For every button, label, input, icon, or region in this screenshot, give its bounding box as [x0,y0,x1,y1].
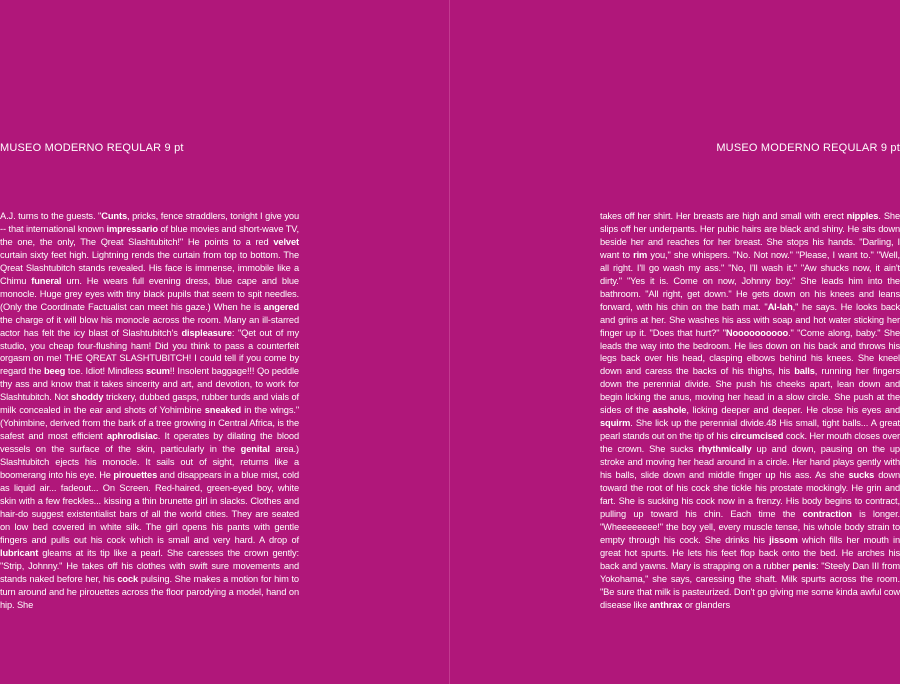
emphasized-word: angered [263,301,299,312]
body-text: you," she whispers. "No. Not now." "Please, I want to." "Well, all right. I'll go wash my ass." "No, I'll wash it." "Aw shucks now, it ain't dirty." "Yes it is. Come on now, Johnny boy." She leads him into the bathroom. "All right, get down." He gets down on his knees and leans forward, with his chin on the bath mat. " [600,249,900,312]
emphasized-word: genital [240,444,270,455]
body-text: and disappears in a blue mist, cold as liquid air... fadeout... On Screen. Red-haired, green-eyed boy, white skin with a few freckles... kissing a thin brunette girl in slacks. Clothes and hair-do suggest existentialist bars of all the world cities. They are seated on low bed covered in white silk. The girl opens his pants with gentle fingers and pulls out his cock which is small and very hard. A drop of [0,470,299,545]
emphasized-word: aphrodisiac [106,431,158,442]
emphasized-word: circumcised [730,431,784,442]
body-text: which fills her mouth in great hot spurts. He lets his feet flop back onto the bed. He arches his back and yawns. Mary is strapping on a rubber [600,534,900,571]
emphasized-word: asshole [652,405,687,416]
body-text: ," he says. He looks back and grins at her. She washes his ass with soap and hot water sticking her finger up it. "Does that hurt?" " [600,301,900,338]
left-page-heading: MUSEO MODERNO REQULAR 9 pt [0,142,184,154]
body-text: urn. He wears full evening dress, blue cape and blue monocle. Huge grey eyes with tiny black pupils that seem to spit needles. (Only the Coordinate Factualist can meet his gaze.) When he is [0,275,299,312]
body-text: curtain sixty feet high. Lightning rends the curtain from top to bottom. The Qreat Slashtubitch stands revealed. His face is immense, immobile like a Chimu [0,249,299,286]
body-text: of blue movies and short-wave TV, the one, the only, The Qreat Slashtubitch!" He points to a red [0,223,299,247]
body-text: , running her fingers down the perennial divide. She push his cheeks apart, lean down and begin licking the anus, moving her head in a slow circle. She push at the sides of the [600,366,900,416]
emphasized-word: impressario [106,223,158,234]
body-text: A.J. turns to the guests. " [0,211,102,221]
body-text: pulsing. She makes a motion for him to turn around and he pirouettes across the floor parodying a model, hand on hip. She [0,573,299,610]
left-page-body [0,210,299,612]
emphasized-word: displeasure [181,327,232,338]
body-text: , pricks, fence straddlers, tonight I give you -- that international known [0,211,299,234]
body-text: in the wings." (Yohimbine, derived from the bark of a tree growing in Central Africa, is the safest and most efficient [0,405,300,442]
body-text: : "Qet out of my studio, you cheap four-flushing ham! Did you think to pass a counterfeit orgasm on me! THE QREAT SLASHTUBITCH! I could tell if you come by regard the [0,327,299,377]
body-text: up and down, pausing on the up stroke and moving her head around in a circle. Her hand plays gently with his balls, slide down and middle finger up his ass. As she [600,444,900,481]
emphasized-word: Al-lah [767,301,793,312]
body-text: down toward the root of his cock she tickle his prostate mockingly. He grin and fart. She is sucking his cock now in a frenzy. His body begins to contract, pulling up toward his chin. Each time the [600,470,900,519]
body-text: cock. Her mouth closes over the crown. She sucks [600,431,900,455]
emphasized-word: penis [792,560,817,571]
right-page-body [600,210,900,612]
emphasized-word: funeral [31,275,62,286]
body-text: . It operates by dilating the blood vessels on the surface of the skin, particularly in the [0,431,299,455]
body-text: . She lick up the perennial divide.48 His small, tight balls... A great pearl stands out on the tip of his [600,418,900,442]
body-text: takes off her shirt. Her breasts are high and small with erect [600,211,847,221]
emphasized-word: cock [117,573,139,584]
body-text: or glanders [682,599,731,610]
body-text: ." "Come along, baby." She leads the way into the bedroom. He lies down on his back and throws his legs back over his head, clasping elbows behind his knees. She kneel down and caress the backs of his thighs, his [600,327,900,377]
emphasized-word: nipples [846,211,879,221]
emphasized-word: contraction [802,508,852,519]
right-page-heading: MUSEO MODERNO REQULAR 9 pt [716,142,900,154]
emphasized-word: lubricant [0,547,39,558]
body-text: . She slips off her underpants. Her pubic hairs are black and shiny. He sits down beside her and reaches for her breast. She stops his hands. "Darling, I want to [600,211,900,260]
emphasized-word: scum [145,366,170,377]
emphasized-word: anthrax [649,599,683,610]
emphasized-word: rim [633,249,648,260]
body-text: !! Insolent baggage!!! Qo peddle thy ass and know that it takes sincerity and art, and devotion, to work for Slashtubitch. Not [0,366,299,403]
body-text: area.) Slashtubitch ejects his monocle. It sails out of sight, returns like a boomerang into his eye. He [0,444,299,481]
emphasized-word: velvet [273,236,299,247]
body-text: : "Steely Dan III from Yokohama," she says, caressing the shaft. Milk spurts across the room. "Be sure that milk is pasteurized. Don't go giving me some kinda awful cow disease like [600,560,900,610]
page-gutter [449,0,450,684]
body-text: trickery, dubbed gasps, rubber turds and vials of milk concealed in the ear and shots of Yohimbine [0,392,299,416]
body-text: toe. Idiot! Mindless [65,366,146,377]
emphasized-word: jissom [769,534,798,545]
emphasized-word: rhythmically [698,444,752,455]
emphasized-word: sneaked [204,405,242,416]
emphasized-word: Cunts [101,211,127,221]
emphasized-word: sucks [848,470,875,481]
body-text: gleams at its tip like a pearl. She caresses the crown gently: "Strip, Johnny." He takes off his clothes with swift sure movements and stands naked before her, his [0,547,299,584]
emphasized-word: shoddy [71,392,104,403]
emphasized-word: pirouettes [113,470,158,481]
body-text: the charge of it will blow his monocle across the room. Many an ill-starred actor has felt the icy blast of Slashtubitch's [0,314,299,338]
emphasized-word: Noooooooooo [725,327,789,338]
emphasized-word: balls [794,366,815,377]
body-text: is longer. "Wheeeeeeee!" the boy yell, every muscle tense, his whole body strain to empty through his cock. She drinks his [600,508,900,545]
emphasized-word: squirm [600,418,631,429]
body-text: , licking deeper and deeper. He close his eyes and [686,405,900,416]
emphasized-word: beeg [44,366,66,377]
